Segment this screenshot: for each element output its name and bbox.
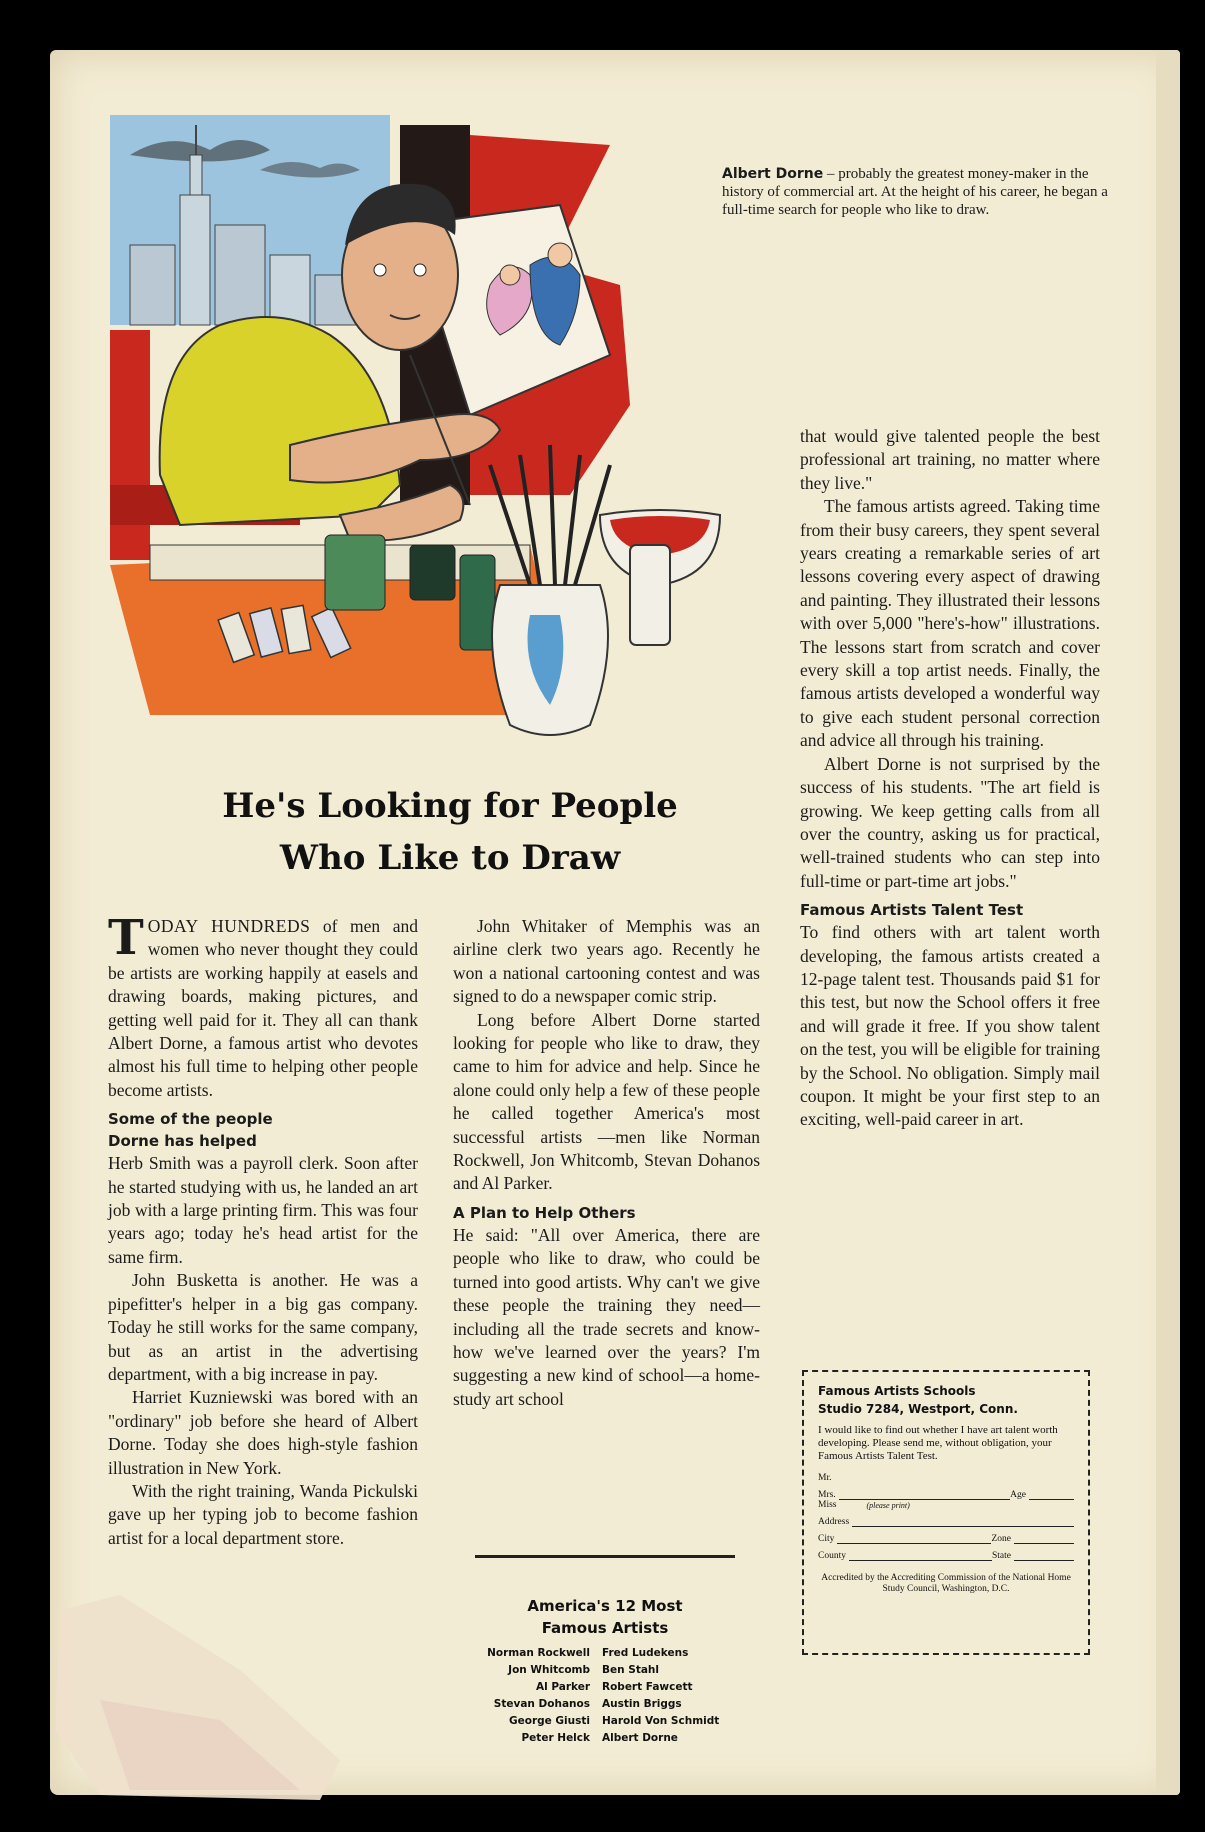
famous-artists-list xyxy=(440,1645,780,1747)
paragraph xyxy=(108,910,418,1102)
address-line[interactable] xyxy=(852,1516,1074,1527)
mail-coupon[interactable] xyxy=(802,1370,1090,1655)
field-label: Mrs. xyxy=(818,1490,836,1500)
field-label: Age xyxy=(1010,1490,1026,1500)
artist-name: Austin Briggs xyxy=(602,1698,682,1710)
artist-name: George Giusti xyxy=(509,1715,590,1727)
paragraph: John Whitaker of Memphis was an airline clerk two years ago. Recently he won a national cartooning contest and was signed to do a newspaper comic strip. xyxy=(453,916,760,1007)
name-line[interactable] xyxy=(839,1489,1010,1500)
drop-cap: T xyxy=(108,910,144,966)
coupon-field-address[interactable] xyxy=(818,1516,1074,1527)
headline xyxy=(150,780,750,884)
field-label: Zone xyxy=(991,1534,1011,1544)
headline-line2: Who Like to Draw xyxy=(279,838,621,878)
article-column-3 xyxy=(800,425,1100,1132)
subheading: A Plan to Help Others xyxy=(453,1203,636,1222)
coupon-title-line2: Studio 7284, Westport, Conn. xyxy=(818,1402,1018,1416)
paragraph: He said: "All over America, there are people who like to draw, who could be turned into good artists. Why can't we give these people the training they need—including all the trade secrets and know-how we've learned over the years? I'm suggesting a new kind of school—a home-study art school xyxy=(453,1224,760,1409)
please-print-hint: (please print) xyxy=(866,1501,910,1510)
field-label: State xyxy=(992,1551,1011,1561)
field-label: Mr. xyxy=(818,1473,832,1483)
artist-name: Norman Rockwell xyxy=(487,1647,590,1659)
paragraph: Herb Smith was a payroll clerk. Soon after he started studying with us, he landed an art job with a large printing firm. This was four years ago; today he's head artist for the same firm. xyxy=(108,1153,418,1267)
paragraph: John Busketta is another. He was a pipefitter's helper in a big gas company. Today he still works for the same company, but as an artist in the advertising department, with a big increase in pay. xyxy=(108,1270,418,1384)
headline-line1: He's Looking for People xyxy=(222,786,678,826)
age-line[interactable] xyxy=(1029,1489,1074,1500)
paragraph: To find others with art talent worth developing, the famous artists created a 12-page talent test. Thousands paid $1 for this test, but now the School offers it free and will grade it free. If you show talent on the test, you will be eligible for training by the School. No obligation. Simply mail coupon. It might be your first step to an exciting, well-paid career in art. xyxy=(800,922,1100,1130)
article-column-1 xyxy=(108,910,418,1550)
subheading-line1: Some of the people xyxy=(108,1110,273,1129)
subheading-line2: Dorne has helped xyxy=(108,1132,257,1151)
field-label: Address xyxy=(818,1517,850,1527)
torn-corner xyxy=(40,1590,360,1805)
coupon-title-line1: Famous Artists Schools xyxy=(818,1384,976,1398)
paragraph: Long before Albert Dorne started looking for people who like to draw, they came to him for advice and help. Since he alone could only help a few of these people he called together America's most successful artists —men like Norman Rockwell, Jon Whitcomb, Stevan Dohanos and Al Parker. xyxy=(453,1009,760,1194)
famous-artists-title xyxy=(480,1595,730,1639)
coupon-body: I would like to find out whether I have art talent worth developing. Please send me, without obligation, your Famous Artists Talent Test. xyxy=(818,1424,1058,1462)
artist-name: Al Parker xyxy=(535,1681,590,1693)
paragraph: With the right training, Wanda Pickulski gave up her typing job to become fashion artist for a local department store. xyxy=(108,1480,418,1548)
coupon-field-name[interactable] xyxy=(818,1489,1074,1500)
artist-name: Ben Stahl xyxy=(602,1664,659,1676)
state-line[interactable] xyxy=(1014,1550,1074,1561)
coupon-field-miss xyxy=(818,1500,1074,1510)
coupon-field-city[interactable] xyxy=(818,1533,1074,1544)
artist-name: Fred Ludekens xyxy=(602,1647,689,1659)
page-edge xyxy=(1156,50,1180,1795)
artist-name: Robert Fawcett xyxy=(602,1681,693,1693)
illustration-caption xyxy=(722,165,1122,219)
field-label: County xyxy=(818,1551,846,1561)
city-line[interactable] xyxy=(837,1533,991,1544)
artist-name: Peter Helck xyxy=(521,1732,590,1744)
artist-name: Jon Whitcomb xyxy=(508,1664,590,1676)
paragraph: Harriet Kuzniewski was bored with an "ordinary" job before she heard of Albert Dorne. Today she does high-style fashion illustration in New York. xyxy=(108,1387,418,1478)
field-label: Miss xyxy=(818,1500,837,1510)
lead-caps: ODAY HUNDREDS xyxy=(147,916,311,936)
divider xyxy=(475,1555,735,1558)
accreditation-note: Accredited by the Accrediting Commission of the National Home Study Council, Washington, D.C. xyxy=(821,1573,1071,1594)
coupon-field-mr xyxy=(818,1473,1074,1483)
county-line[interactable] xyxy=(849,1550,992,1561)
paragraph: The famous artists agreed. Taking time from their busy careers, they spent several years creating a remarkable series of art lessons covering every aspect of drawing and painting. They illustrated their lessons with over 5,000 "here's-how" illustrations. The lessons start from scratch and cover every skill a top artist needs. Finally, the famous artists developed a wonderful way to give each student personal correction and advice all through his training. xyxy=(800,496,1100,751)
paragraph: that would give talented people the best professional art training, no matter where they live." xyxy=(800,426,1100,493)
subheading: Famous Artists Talent Test xyxy=(800,901,1024,920)
paragraph: Albert Dorne is not surprised by the success of his students. "The art field is growing. We keep getting calls from all over the country, asking us for practical, well-trained students who can step into full-time or part-time art jobs." xyxy=(800,753,1100,891)
famous-artists-title-line2: Famous Artists xyxy=(541,1619,669,1637)
magazine-page xyxy=(50,50,1180,1795)
article-column-2 xyxy=(453,915,760,1411)
zone-line[interactable] xyxy=(1014,1533,1074,1544)
caption-text: – probably the greatest money-maker in the history of commercial art. At the height of his career, he began a full-time search for people who like to draw. xyxy=(722,166,1108,218)
field-label: City xyxy=(818,1534,835,1544)
artist-name: Harold Von Schmidt xyxy=(602,1715,720,1727)
paragraph-text: of men and women who never thought they could be artists are working happily at easels and drawing boards, making pictures, and getting well paid for it. They all can thank Albert Dorne, a famous artist who devotes almost his full time to helping other people become artists. xyxy=(108,916,418,1100)
artist-illustration xyxy=(110,115,810,815)
caption-name: Albert Dorne xyxy=(722,166,824,182)
famous-artists-title-line1: America's 12 Most xyxy=(527,1597,683,1615)
artist-name: Stevan Dohanos xyxy=(493,1698,590,1710)
artist-name: Albert Dorne xyxy=(602,1732,678,1744)
coupon-field-county[interactable] xyxy=(818,1550,1074,1561)
